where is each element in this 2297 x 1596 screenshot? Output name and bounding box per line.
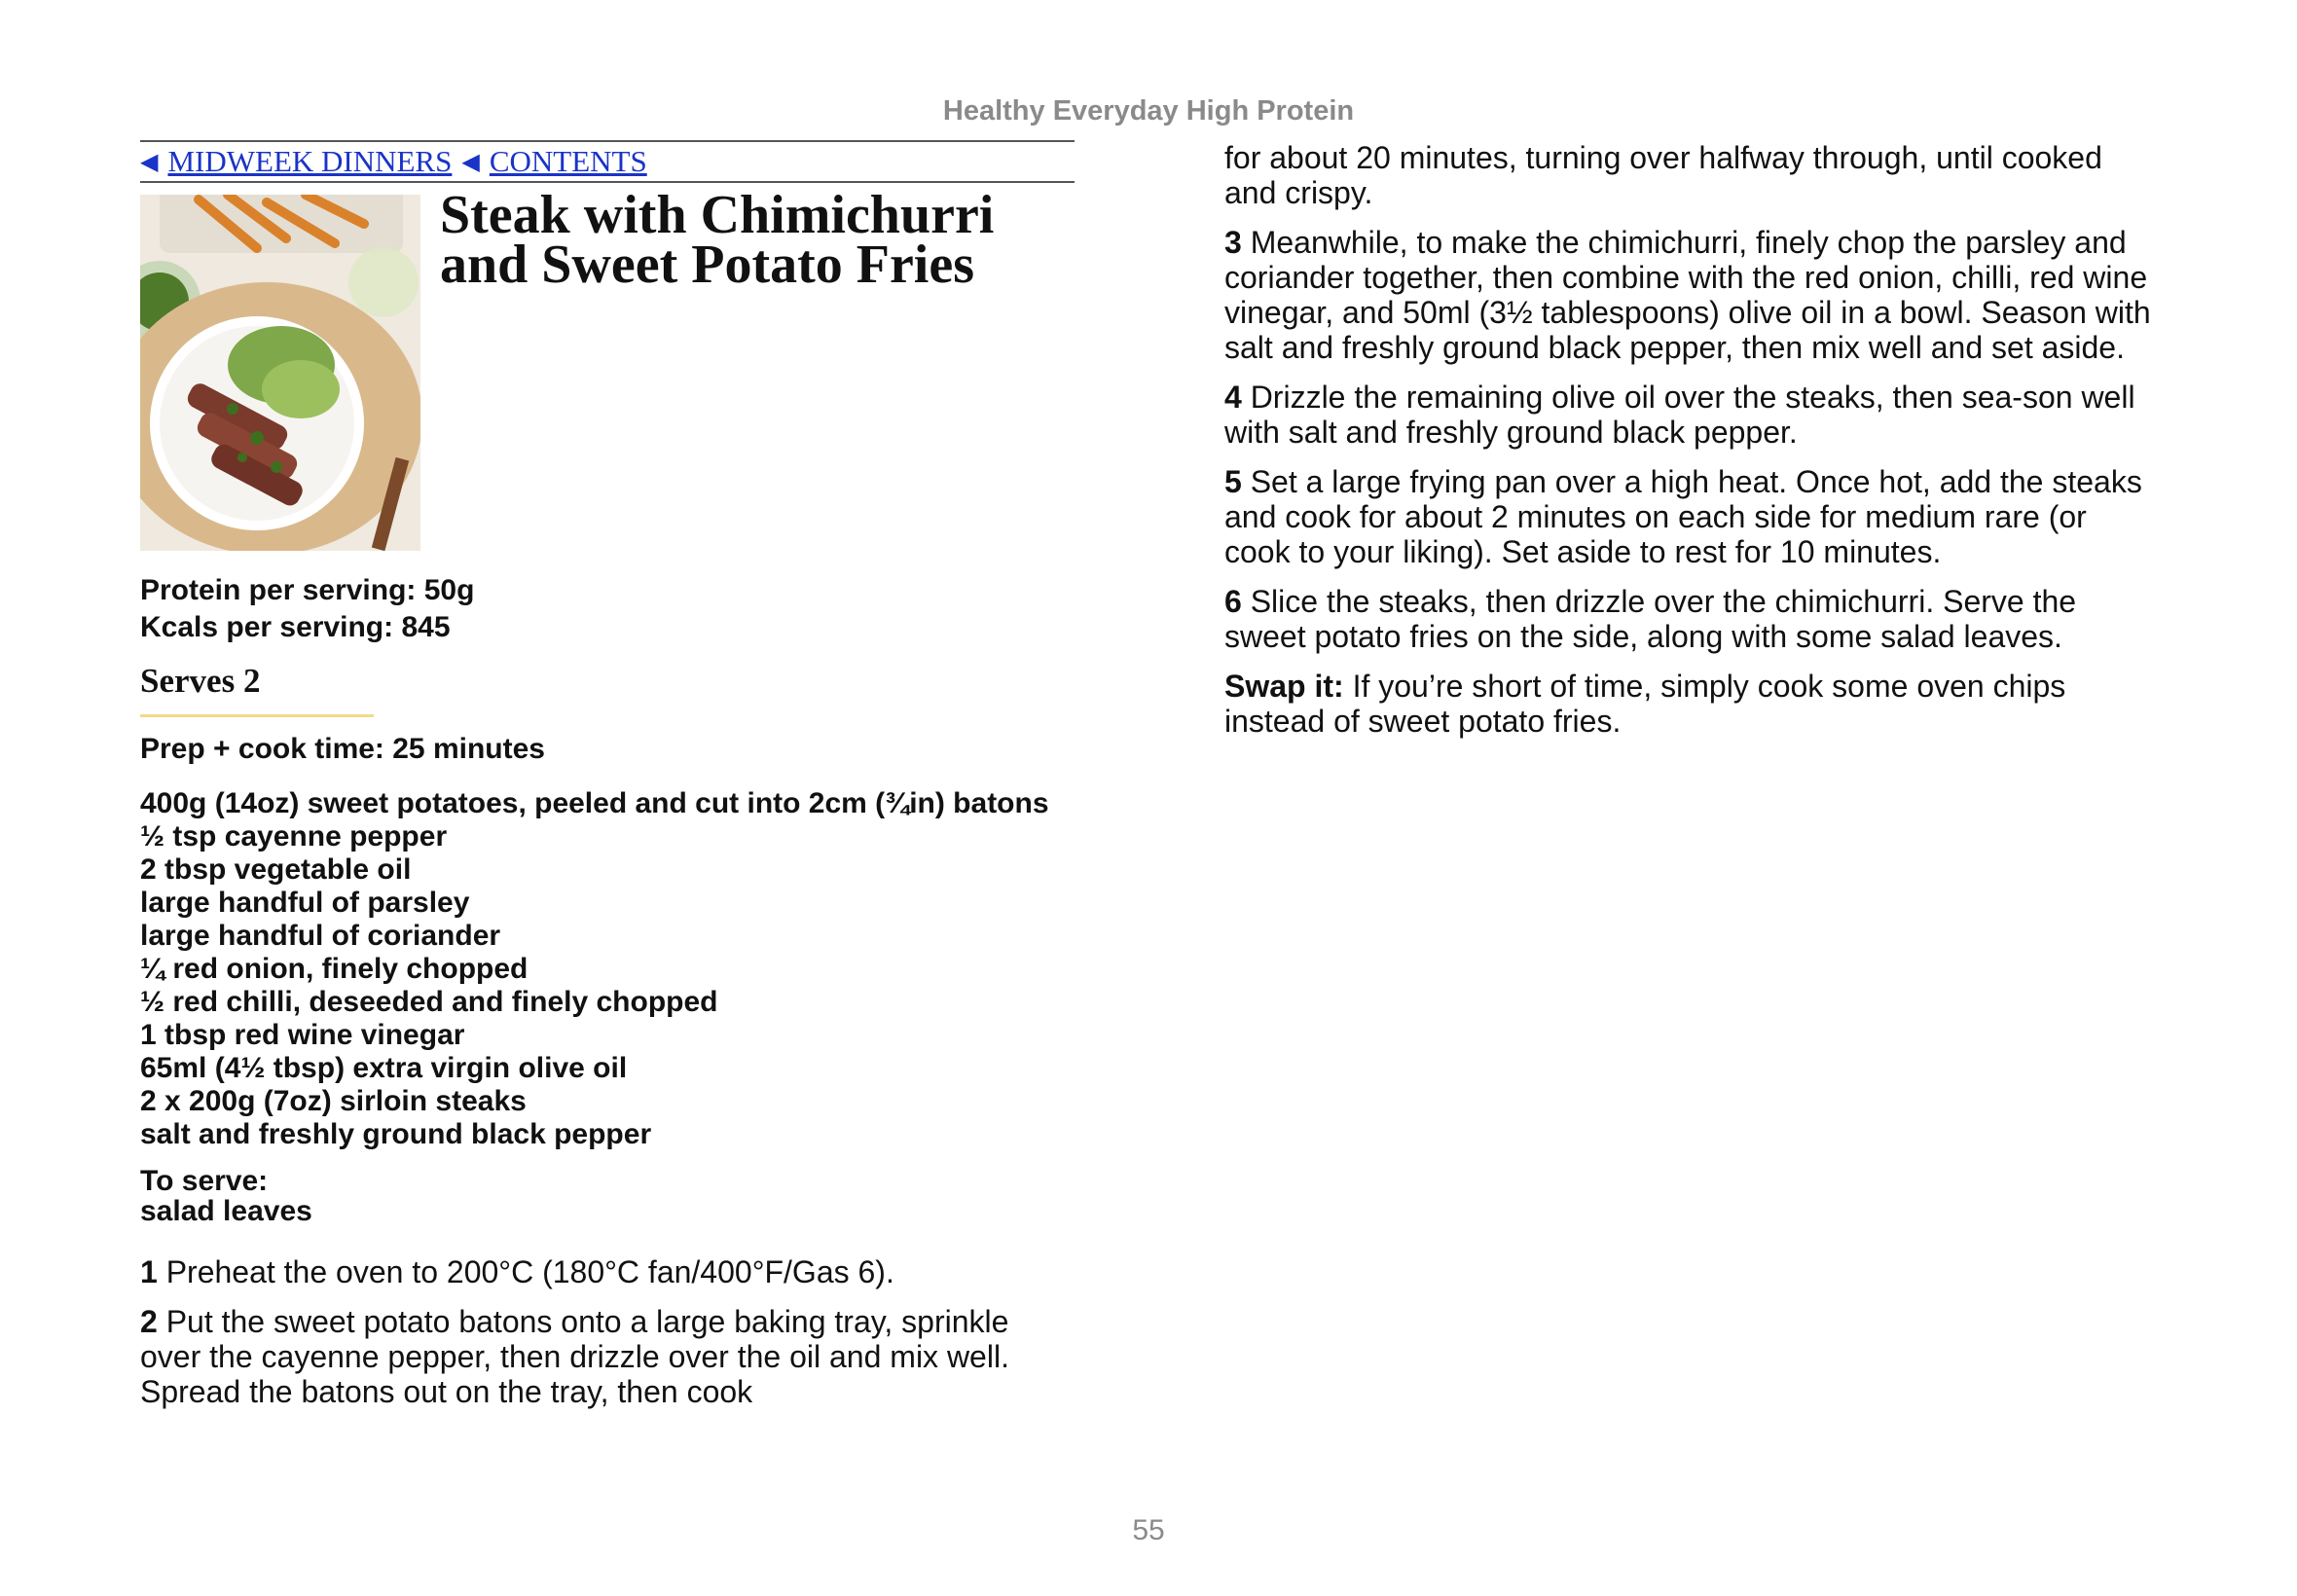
step-number: 3 [1224,225,1242,260]
method-step [140,1304,1075,1409]
right-column [1224,140,2159,753]
swap-text: If you’re short of time, simply cook some oven chips instead of sweet potato fries. [1224,669,2066,739]
prep-time: Prep + cook time: 25 minutes [140,733,545,765]
step-number: 2 [140,1304,158,1339]
method-step [1224,225,2159,365]
ingredient-list [140,787,1075,1151]
protein-per-serving: Protein per serving: 50g [140,574,475,606]
swap-label: Swap it: [1224,669,1344,704]
step-text: Meanwhile, to make the chimichurri, finely chop the parsley and coriander together, then combine with the red onion, chilli, red wine vinegar, and 50ml (3½ tablespoons) olive oil in a bowl. Season with salt and freshly ground black pepper, then mix well and set aside. [1224,225,2151,365]
step-number: 4 [1224,380,1242,415]
step-number: 5 [1224,464,1242,499]
ingredient-item: 1 tbsp red wine vinegar [140,1019,465,1051]
swap-tip [1224,669,2159,739]
ingredient-item: ½ tsp cayenne pepper [140,820,448,852]
serves: Serves 2 [140,662,261,700]
to-serve-item: salad leaves [140,1195,312,1227]
step-number: 6 [1224,584,1242,619]
ingredient-item: 65ml (4½ tbsp) extra virgin olive oil [140,1052,628,1084]
ingredient-item: 400g (14oz) sweet potatoes, peeled and cut into 2cm (¾in) batons [140,787,1049,819]
recipe-title [440,185,995,551]
ingredient-item: large handful of parsley [140,887,470,919]
method-step [1224,380,2159,450]
ingredient-item: salt and freshly ground black pepper [140,1118,652,1150]
contents-link[interactable]: CONTENTS [489,144,647,178]
ingredient-item: large handful of coriander [140,920,501,952]
recipe-title-line: Steak with Chimichurri [440,185,995,245]
step-text: Put the sweet potato batons onto a large baking tray, sprinkle over the cayenne pepper, then drizzle over the oil and mix well. Spread the batons out on the tray, then cook [140,1304,1009,1409]
step-text: Slice the steaks, then drizzle over the chimichurri. Serve the sweet potato fries on the side, along with some salad leaves. [1224,584,2077,654]
steak-plate-illustration [140,195,420,551]
to-serve-label: To serve: [140,1165,269,1197]
breadcrumb [140,140,1075,183]
left-column [140,140,1075,1424]
divider [140,714,374,717]
method-continuation: for about 20 minutes, turning over halfway through, until cooked and crispy. [1224,140,2102,210]
midweek-dinners-link[interactable]: MIDWEEK DINNERS [167,144,453,178]
method-step [140,1254,1075,1289]
ingredient-item: ½ red chilli, deseeded and finely chopped [140,986,718,1018]
method-steps-left [140,1254,1075,1409]
ingredient-item: ¼ red onion, finely chopped [140,953,529,985]
method-step [1224,584,2159,654]
back-arrow-icon: ◀ [461,149,480,175]
book-title: Healthy Everyday High Protein [942,95,1355,127]
step-text: Drizzle the remaining olive oil over the steaks, then sea-son well with salt and freshly ground black pepper. [1224,380,2135,450]
kcals-per-serving: Kcals per serving: 845 [140,611,451,643]
ingredient-item: 2 tbsp vegetable oil [140,853,412,886]
step-number: 1 [140,1254,158,1289]
page-number: 55 [1132,1514,1165,1546]
step-text: Preheat the oven to 200°C (180°C fan/400°F/Gas 6). [165,1254,894,1289]
step-text: Set a large frying pan over a high heat. Once hot, add the steaks and cook for about 2 minutes on each side for medium rare (or cook to your liking). Set aside to rest for 10 minutes. [1224,464,2142,569]
ingredient-item: 2 x 200g (7oz) sirloin steaks [140,1085,527,1117]
back-arrow-icon: ◀ [140,149,159,175]
recipe-title-line: and Sweet Potato Fries [440,235,975,295]
recipe-header [140,185,1075,551]
nutrition-info [140,572,1075,646]
recipe-photo [140,195,420,551]
method-step [1224,464,2159,569]
